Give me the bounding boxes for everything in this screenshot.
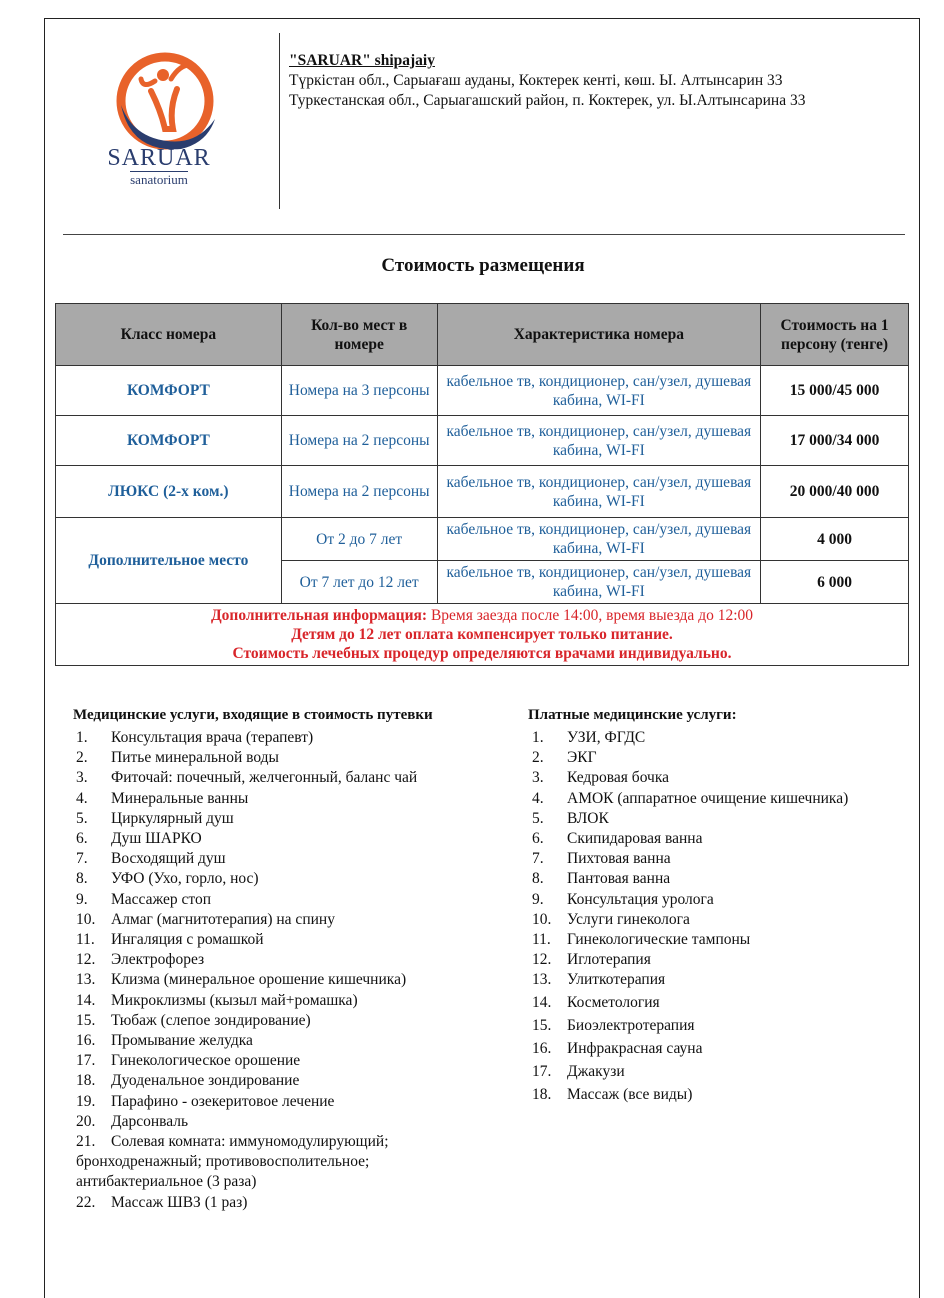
list-item [532, 1083, 912, 1106]
info-checkin: Время заезда после 14:00, время выезда до 12:00 [430, 607, 754, 624]
list-item-text: Парафино - озекеритовое лечение [111, 1092, 335, 1110]
list-item-number: 22. [76, 1193, 96, 1211]
header-address-block [289, 51, 805, 111]
list-item-number: 1. [76, 729, 88, 746]
organization-name: "SARUAR" shipajaiy [289, 52, 435, 69]
list-item-text: Клизма (минеральное орошение кишечника) [111, 971, 407, 989]
list-item-text: Солевая комната: иммуномодулирующий; бронходренажный; противовосполительное; антибактериальное (3 раза) [76, 1133, 389, 1191]
list-item-text: Иглотерапия [567, 951, 651, 969]
list-item [76, 869, 476, 889]
list-item [76, 748, 476, 768]
list-item [76, 1051, 476, 1071]
list-item-text: Скипидаровая ванна [567, 830, 703, 848]
list-item-text: Массаж ШВЗ (1 раз) [111, 1193, 248, 1211]
room-places: Номера на 3 персоны [281, 366, 437, 416]
list-item [76, 1132, 448, 1193]
list-item-text: Гинекологические тампоны [567, 931, 751, 949]
list-item [532, 768, 912, 788]
extra-features: кабельное тв, кондиционер, сан/узел, душевая кабина, WI-FI [437, 518, 761, 561]
list-item-number: 5. [76, 809, 88, 827]
list-item [532, 829, 912, 849]
list-item [532, 910, 912, 930]
list-item-number: 20. [76, 1112, 96, 1130]
extra-price: 4 000 [761, 518, 909, 561]
header-price: Стоимость на 1 персону (тенге) [761, 304, 909, 366]
room-price: 20 000/40 000 [761, 466, 909, 518]
list-item-text: Питье минеральной воды [111, 749, 279, 767]
list-item [76, 890, 476, 910]
list-item [532, 748, 912, 768]
page-title: Стоимость размещения [381, 255, 585, 276]
room-features: кабельное тв, кондиционер, сан/узел, душевая кабина, WI-FI [437, 366, 761, 416]
extra-features: кабельное тв, кондиционер, сан/узел, душевая кабина, WI-FI [437, 561, 761, 604]
list-item [532, 1014, 912, 1037]
included-services-title: Медицинские услуги, входящие в стоимость путевки [73, 707, 433, 723]
list-item-number: 11. [76, 931, 95, 949]
header-places: Кол-во мест в номере [281, 304, 437, 366]
list-item-number: 1. [532, 729, 544, 746]
list-item [76, 789, 476, 809]
table-row [56, 366, 909, 416]
list-item-number: 9. [76, 890, 88, 908]
list-item [532, 728, 912, 748]
list-item-number: 15. [532, 1016, 552, 1034]
list-item-number: 4. [532, 789, 544, 807]
list-item [76, 728, 476, 748]
list-item-number: 8. [76, 870, 88, 888]
header-room-class: Класс номера [56, 304, 282, 366]
list-item-text: Ингаляция с ромашкой [111, 931, 264, 949]
info-children: Детям до 12 лет оплата компенсирует только питание. [291, 626, 673, 643]
list-item-number: 12. [532, 951, 552, 969]
list-item-number: 3. [532, 769, 544, 787]
list-item-text: Дуоденальное зондирование [111, 1072, 300, 1090]
list-item-number: 21. [76, 1133, 96, 1151]
list-item [532, 970, 912, 990]
paid-services-title: Платные медицинские услуги: [528, 707, 737, 723]
list-item [76, 1011, 476, 1031]
list-item-number: 15. [76, 1011, 96, 1029]
list-item-text: Услуги гинеколога [567, 910, 690, 928]
header-separator [63, 234, 905, 235]
room-class: ЛЮКС (2-х ком.) [56, 466, 282, 518]
list-item [76, 950, 476, 970]
list-item-text: Биоэлектротерапия [567, 1016, 695, 1034]
table-header-row [56, 304, 909, 366]
included-services-list [76, 728, 476, 1213]
logo-name: SARUAR [107, 145, 211, 171]
header-divider [279, 33, 280, 209]
list-item [76, 1031, 476, 1051]
list-item [532, 869, 912, 889]
list-item-text: Алмаг (магнитотерапия) на спину [111, 910, 335, 928]
list-item [76, 910, 476, 930]
additional-info [56, 604, 909, 666]
list-item-number: 7. [76, 850, 88, 868]
list-item-number: 2. [76, 749, 88, 767]
list-item-number: 8. [532, 870, 544, 888]
info-procedures: Стоимость лечебных процедур определяются врачами индивидуально. [232, 645, 732, 662]
list-item-text: ВЛОК [567, 809, 609, 827]
list-item [532, 950, 912, 970]
list-item-text: Пантовая ванна [567, 870, 671, 888]
list-item-text: Дарсонваль [111, 1112, 189, 1130]
list-item [76, 1112, 476, 1132]
list-item-text: ЭКГ [567, 749, 597, 767]
address-russian: Туркестанская обл., Сарыагашский район, п. Коктерек, ул. Ы.Алтынсарина 33 [289, 92, 806, 109]
list-item [532, 1060, 912, 1083]
list-item [76, 1071, 476, 1091]
list-item-text: Промывание желудка [111, 1032, 253, 1050]
list-item-text: Косметология [567, 993, 660, 1011]
list-item-text: Улиткотерапия [567, 971, 666, 989]
list-item-number: 11. [532, 931, 551, 949]
list-item-text: Гинекологическое орошение [111, 1052, 301, 1070]
list-item-text: АМОК (аппаратное очищение кишечника) [567, 789, 849, 807]
list-item-text: Кедровая бочка [567, 769, 670, 787]
table-row [56, 518, 909, 561]
extra-price: 6 000 [761, 561, 909, 604]
list-item-number: 3. [76, 769, 88, 787]
list-item-number: 13. [76, 971, 96, 989]
list-item-number: 7. [532, 850, 544, 868]
logo-subtitle: sanatorium [130, 172, 188, 187]
list-item [76, 991, 476, 1011]
list-item [532, 789, 912, 809]
extra-places: От 2 до 7 лет [281, 518, 437, 561]
list-item-number: 14. [76, 991, 96, 1009]
list-item-number: 4. [76, 789, 88, 807]
header-features: Характеристика номера [437, 304, 761, 366]
list-item-number: 16. [76, 1032, 96, 1050]
list-item [532, 849, 912, 869]
list-item [76, 768, 476, 788]
list-item [532, 890, 912, 910]
list-item-number: 18. [76, 1072, 96, 1090]
room-features: кабельное тв, кондиционер, сан/узел, душевая кабина, WI-FI [437, 416, 761, 466]
info-label: Дополнительная информация: [210, 607, 428, 624]
list-item [76, 930, 476, 950]
list-item [532, 1037, 912, 1060]
list-item-number: 19. [76, 1092, 96, 1110]
extra-places: От 7 лет до 12 лет [281, 561, 437, 604]
list-item-number: 10. [532, 910, 552, 928]
list-item [76, 849, 476, 869]
address-kazakh: Түркістан обл., Сарыағаш ауданы, Коктерек кенті, көш. Ы. Алтынсарин 33 [289, 72, 783, 89]
paid-services-list [532, 728, 912, 1106]
extra-bed-class: Дополнительное место [56, 518, 282, 604]
room-places: Номера на 2 персоны [281, 466, 437, 518]
list-item-text: Электрофорез [111, 951, 205, 969]
logo-text [99, 145, 219, 189]
list-item-number: 17. [76, 1052, 96, 1070]
list-item-text: Минеральные ванны [111, 789, 249, 807]
list-item [76, 1193, 476, 1213]
list-item [76, 970, 476, 990]
list-item-text: Пихтовая ванна [567, 850, 671, 868]
list-item-number: 14. [532, 993, 552, 1011]
list-item-number: 2. [532, 749, 544, 767]
room-class: КОМФОРТ [56, 416, 282, 466]
list-item-number: 6. [76, 830, 88, 848]
room-features: кабельное тв, кондиционер, сан/узел, душевая кабина, WI-FI [437, 466, 761, 518]
list-item-number: 16. [532, 1039, 552, 1057]
list-item-number: 17. [532, 1062, 552, 1080]
list-item-number: 12. [76, 951, 96, 969]
room-places: Номера на 2 персоны [281, 416, 437, 466]
list-item-number: 13. [532, 971, 552, 989]
list-item-number: 5. [532, 809, 544, 827]
list-item-text: Консультация врача (терапевт) [111, 729, 314, 746]
list-item-text: УФО (Ухо, горло, нос) [111, 870, 259, 888]
list-item [76, 809, 476, 829]
list-item-text: Душ ШАРКО [111, 830, 202, 848]
room-class: КОМФОРТ [56, 366, 282, 416]
table-row [56, 416, 909, 466]
list-item-number: 9. [532, 890, 544, 908]
list-item-text: Массаж (все виды) [567, 1085, 693, 1103]
list-item-text: Фиточай: почечный, желчегонный, баланс чай [111, 769, 418, 787]
list-item [532, 930, 912, 950]
list-item-text: Инфракрасная сауна [567, 1039, 703, 1057]
list-item-text: Микроклизмы (кызыл май+ромашка) [111, 991, 358, 1009]
list-item-text: Восходящий душ [111, 850, 226, 868]
list-item-number: 10. [76, 910, 96, 928]
list-item-text: Джакузи [567, 1062, 625, 1080]
info-row [56, 604, 909, 666]
list-item-number: 18. [532, 1085, 552, 1103]
list-item-text: Тюбаж (слепое зондирование) [111, 1011, 311, 1029]
list-item-text: Циркулярный душ [111, 809, 234, 827]
list-item [76, 1092, 476, 1112]
price-table [55, 303, 909, 666]
room-price: 15 000/45 000 [761, 366, 909, 416]
list-item-text: Консультация уролога [567, 890, 714, 908]
list-item-text: УЗИ, ФГДС [567, 729, 646, 746]
list-item [76, 829, 476, 849]
list-item [532, 991, 912, 1014]
list-item-text: Массажер стоп [111, 890, 211, 908]
room-price: 17 000/34 000 [761, 416, 909, 466]
list-item-number: 6. [532, 830, 544, 848]
table-row [56, 466, 909, 518]
list-item [532, 809, 912, 829]
